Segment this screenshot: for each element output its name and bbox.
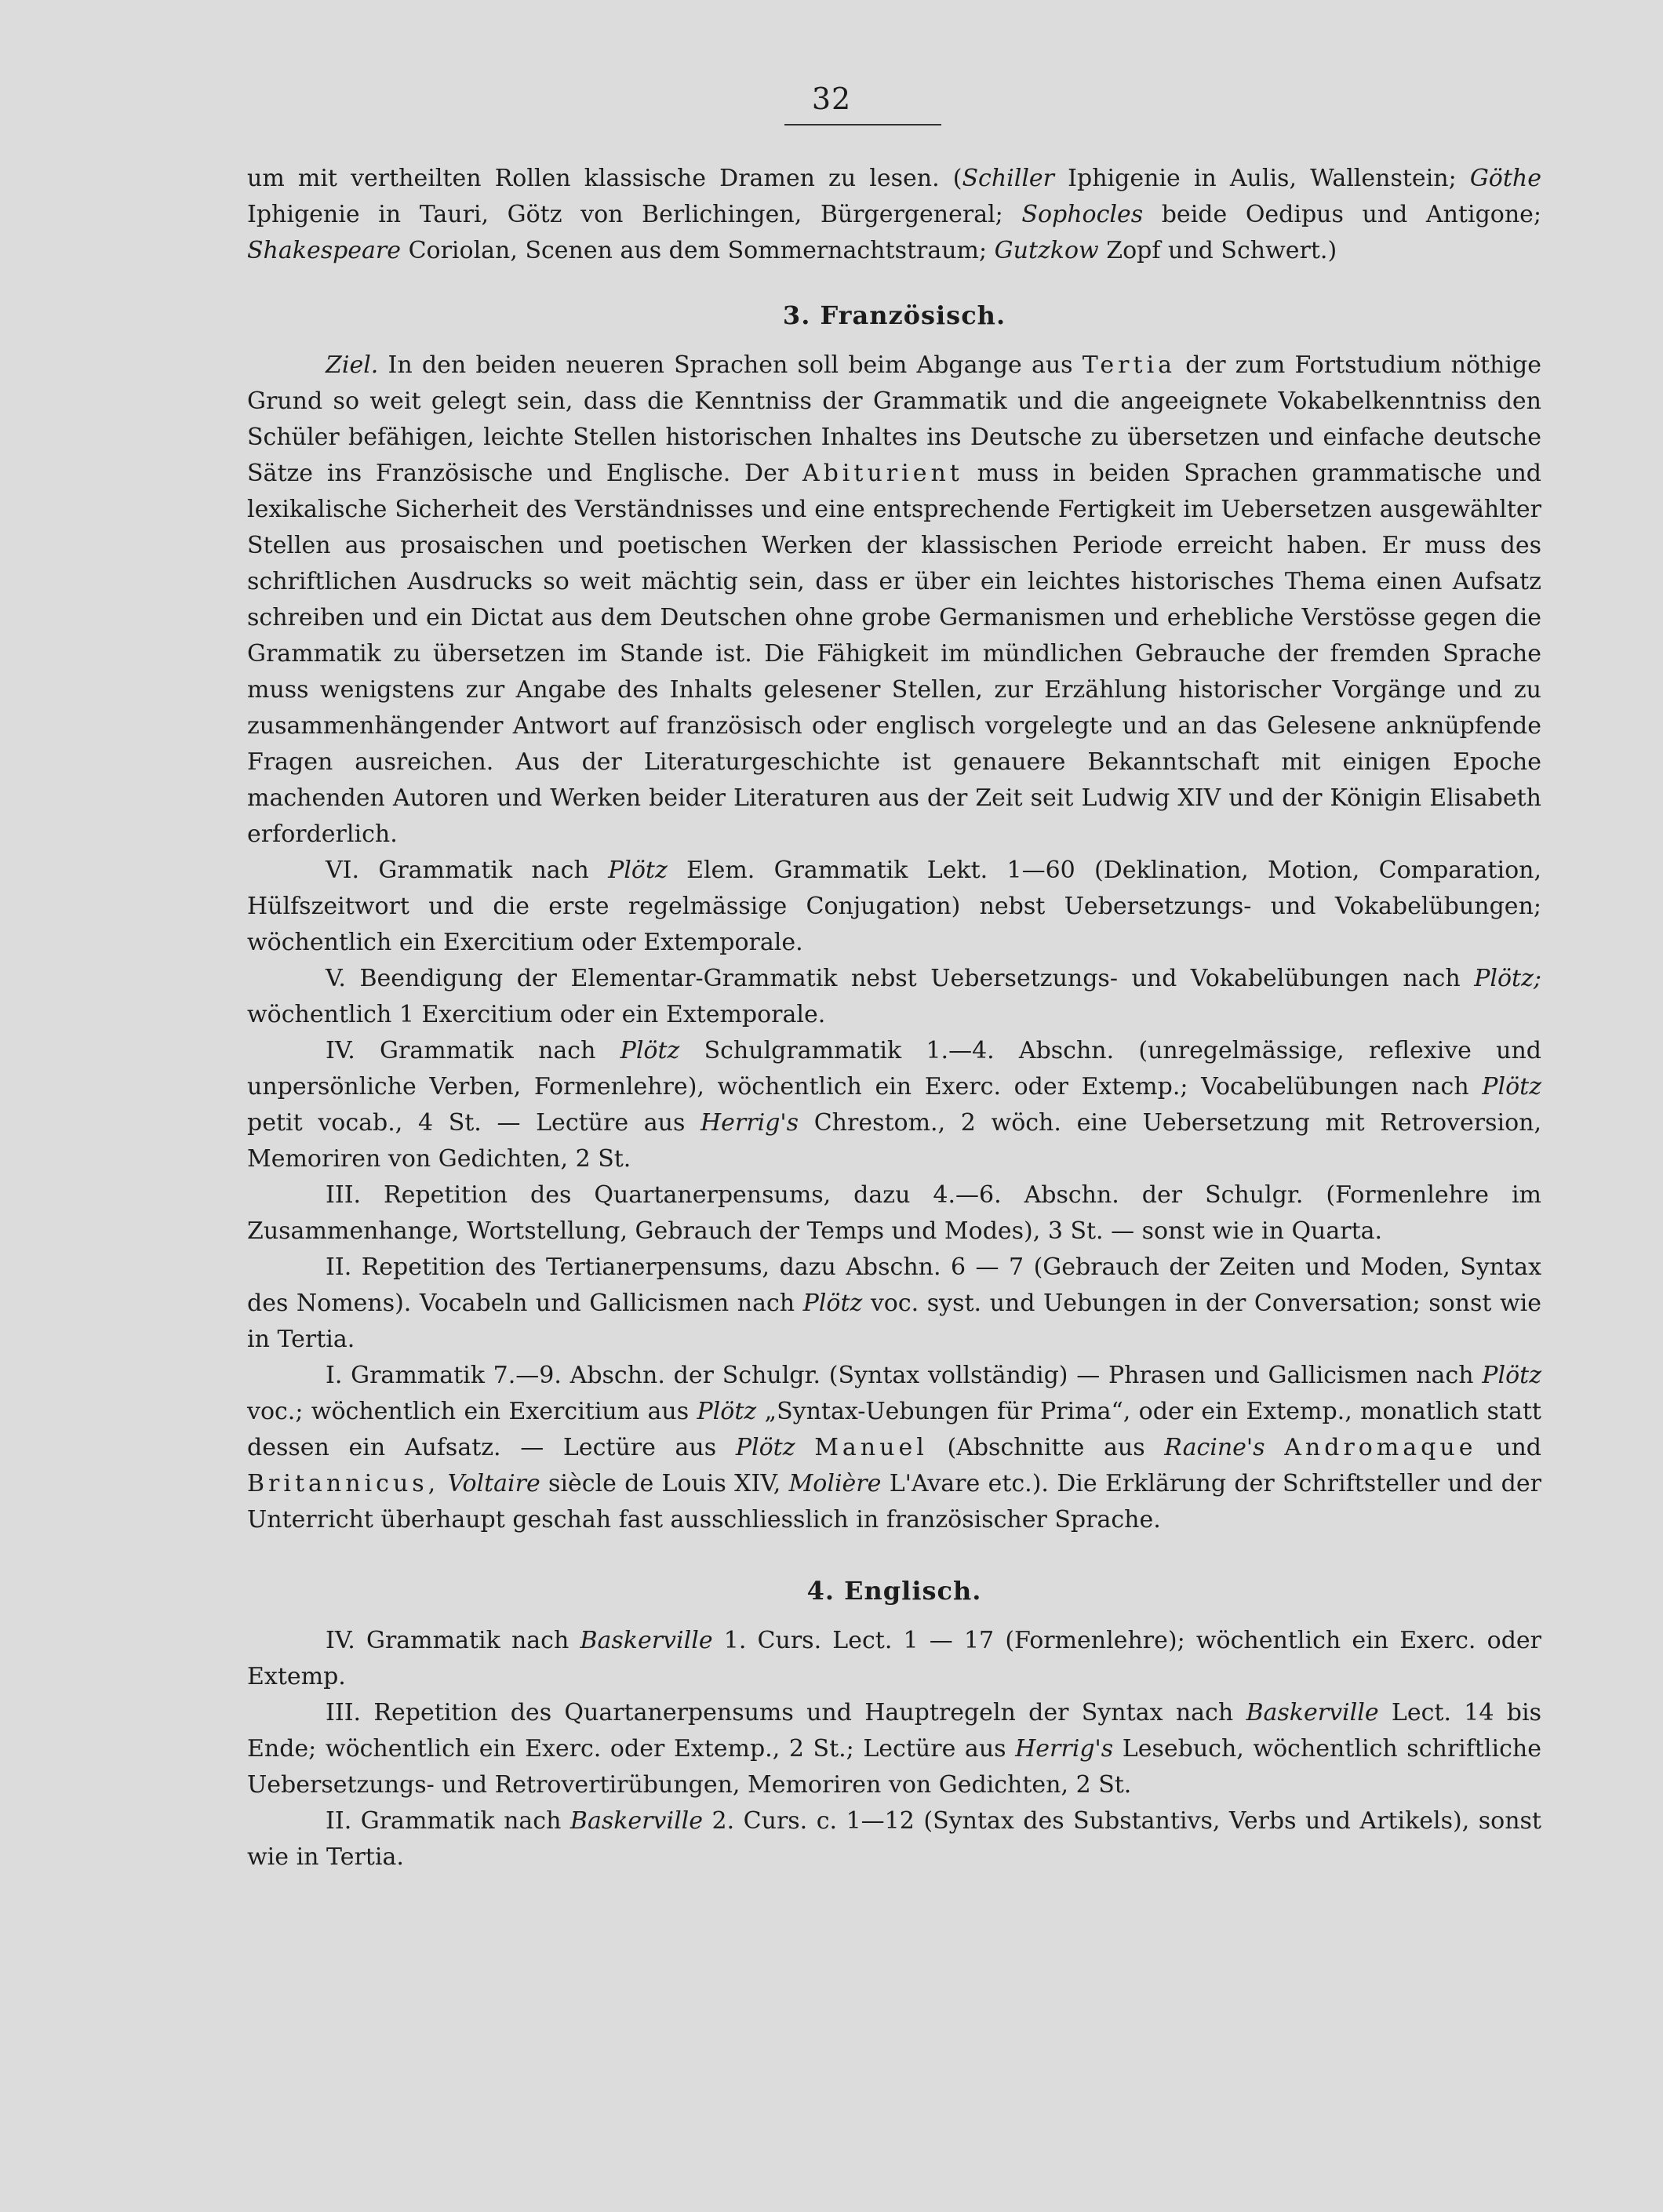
text-run: Zopf und Schwert.) [1098, 237, 1337, 264]
text-run: muss in beiden Sprachen grammatische und lexikalische Sicherheit des Verständnisses und eine entsprechende Fertigkeit im Uebersetzen ausgewählter Stellen aus prosaischen und poetischen Werken der klassischen Periode erreicht haben. Er muss des schriftlichen Ausdrucks so weit mächtig sein, dass er über ein leichtes historisches Thema einen Aufsatz schreiben und ein Dictat aus dem Deutschen ohne grobe Germanismen und erhebliche Verstösse gegen die Grammatik zu übersetzen im Stande ist. Die Fähigkeit im mündlichen Gebrauche der fremden Sprache muss wenigstens zur Angabe des Inhalts gelesener Stellen, zur Erzählung historischer Vorgänge und zu zusammenhängender Antwort auf französisch oder englisch vorgelegte und an das Gelesene anknüpfende Fragen ausreichen. Aus der Literaturgeschichte ist genauere Bekanntschaft mit einigen Epoche machenden Autoren und Werken beider Literaturen aus der Zeit seit Ludwig XIV und der Königin Elisabeth erforderlich. [247, 460, 1541, 848]
text-run: 2. Curs. c. 1—12 (Syntax des Substantivs, Verbs und Artikels), sonst wie in Tertia. [247, 1807, 1541, 1871]
text-run: II. Repetition des Tertianerpensums, dazu Abschn. 6 — 7 (Gebrauch der Zeiten und Moden, Syntax des Nomens). Vocabeln und Gallicismen nach [247, 1253, 1541, 1317]
author-name: Molière [788, 1470, 882, 1497]
text-run: Lect. 14 bis Ende; wöchentlich ein Exerc. oder Extemp., 2 St.; Lectüre aus [247, 1699, 1542, 1763]
author-name: Racine's [1164, 1434, 1265, 1461]
author-name: Baskerville [580, 1627, 713, 1654]
text-run: I. Grammatik 7.—9. Abschn. der Schulgr. (Syntax vollständig) — Phrasen und Gallicismen nach [326, 1362, 1483, 1389]
author-name: Shakespeare [247, 237, 402, 264]
text-run: II. Grammatik nach [326, 1807, 570, 1835]
author-name: Plötz [802, 1290, 863, 1317]
english-class-iv [247, 1623, 1541, 1695]
author-name: Plötz [735, 1434, 795, 1461]
text-run: Coriolan, Scenen aus dem Sommernachtstraum; [401, 237, 995, 264]
text-run: Schulgrammatik 1.—4. Abschn. (unregelmässige, reflexive und unpersönliche Verben, Formenlehre), wöchentlich ein Exerc. oder Extemp.; Vocabelübungen nach [247, 1037, 1541, 1101]
section-heading-french: 3. Französisch. [782, 300, 1006, 330]
ziel-label: Ziel. [326, 351, 379, 379]
author-name: Plötz [1482, 1073, 1541, 1101]
french-class-ii [247, 1250, 1541, 1358]
author-name: Plötz [697, 1398, 757, 1425]
text-run: Iphigenie in Tauri, Götz von Berlichingen, Bürgergeneral; [247, 201, 1022, 228]
french-class-iv [247, 1033, 1541, 1177]
text-run: L'Avare etc.). Die Erklärung der Schriftsteller und der Unterricht überhaupt geschah fast ausschliesslich in französischer Sprache. [247, 1470, 1541, 1533]
french-class-i [247, 1358, 1541, 1538]
page-number-rule [784, 124, 941, 126]
text-run: um mit vertheilten Rollen klassische Dramen zu lesen. ( [247, 165, 963, 192]
spaced-term: Andromaque [1284, 1434, 1477, 1461]
text-run: beide Oedipus und Antigone; [1143, 201, 1542, 228]
body-text [247, 161, 1541, 1875]
author-name: Gutzkow [994, 237, 1099, 264]
author-name: Sophocles [1021, 201, 1144, 228]
text-run: Chrestom., 2 wöch. eine Uebersetzung mit Retroversion, Memoriren von Gedichten, 2 St. [247, 1109, 1541, 1173]
text-run: Iphigenie in Aulis, Wallenstein; [1054, 165, 1470, 192]
ziel-paragraph [247, 347, 1541, 853]
intro-paragraph [247, 161, 1541, 269]
author-name: Herrig's [700, 1109, 799, 1137]
author-name: Göthe [1469, 165, 1541, 192]
author-name: Voltaire [447, 1470, 540, 1497]
author-name: Plötz; [1474, 965, 1541, 992]
spaced-term: Manuel [814, 1434, 928, 1461]
text-run: IV. Grammatik nach [326, 1627, 580, 1654]
author-name: Baskerville [569, 1807, 704, 1835]
text-run: IV. Grammatik nach [326, 1037, 620, 1064]
spaced-term: Tertia [1082, 351, 1177, 379]
text-run: In den beiden neueren Sprachen soll beim Abgange aus [378, 351, 1083, 379]
text-run: 1. Curs. Lect. 1 — 17 (Formenlehre); wöchentlich ein Exerc. oder Extemp. [247, 1627, 1542, 1690]
french-class-v [247, 961, 1541, 1033]
text-run: Elem. Grammatik Lekt. 1—60 (Deklination, Motion, Comparation, Hülfszeitwort und die erste regelmässige Conjugation) nebst Uebersetzungs- und Vokabelübungen; wöchentlich ein Exercitium oder Extemporale. [247, 857, 1541, 956]
section-heading-english: 4. Englisch. [806, 1576, 982, 1606]
english-class-iii [247, 1695, 1541, 1803]
spaced-term: Britannicus, [247, 1470, 440, 1497]
text-run: petit vocab., 4 St. — Lectüre aus [247, 1109, 701, 1137]
french-class-iii: III. Repetition des Quartanerpensums, dazu 4.—6. Abschn. der Schulgr. (Formenlehre im Zusammenhange, Wortstellung, Gebrauch der Temps und Modes), 3 St. — sonst wie in Quarta. [247, 1181, 1541, 1245]
author-name: Herrig's [1015, 1735, 1114, 1763]
text-run: siècle de Louis XIV, [540, 1470, 789, 1497]
author-name: Plötz [620, 1037, 680, 1064]
author-name: Schiller [962, 165, 1055, 192]
text-run: der zum Fortstudium nöthige Grund so weit gelegt sein, dass die Kenntniss der Grammatik und die angeeignete Vokabelkenntniss den Schüler befähigen, leichte Stellen historischen Inhaltes ins Deutsche zu übersetzen und einfache deutsche Sätze ins Französische und Englische. Der [247, 351, 1541, 487]
text-run: V. Beendigung der Elementar-Grammatik nebst Uebersetzungs- und Vokabelübungen nach [326, 965, 1475, 992]
page-number: 32 [811, 82, 852, 116]
text-run: (Abschnitte aus [927, 1434, 1165, 1461]
english-class-ii [247, 1803, 1541, 1875]
text-run: „Syntax-Uebungen für Prima“, oder ein Extemp., monatlich statt dessen ein Aufsatz. — Lectüre aus [247, 1398, 1541, 1461]
text-run: voc.; wöchentlich ein Exercitium aus [247, 1398, 697, 1425]
french-class-vi [247, 853, 1541, 961]
text-run: und [1476, 1434, 1541, 1461]
author-name: Baskerville [1246, 1699, 1379, 1726]
text-run: III. Repetition des Quartanerpensums und Hauptregeln der Syntax nach [326, 1699, 1246, 1726]
text-run: voc. syst. und Uebungen in der Conversation; sonst wie in Tertia. [247, 1290, 1541, 1353]
text-run: VI. Grammatik nach [326, 857, 609, 884]
author-name: Plötz [608, 857, 668, 884]
author-name: Plötz [1482, 1362, 1541, 1389]
spaced-term: Abiturient [802, 460, 963, 487]
text-run: Lesebuch, wöchentlich schriftliche Uebersetzungs- und Retrovertirübungen, Memoriren von Gedichten, 2 St. [247, 1735, 1541, 1799]
text-run: wöchentlich 1 Exercitium oder ein Extemporale. [247, 1001, 826, 1028]
